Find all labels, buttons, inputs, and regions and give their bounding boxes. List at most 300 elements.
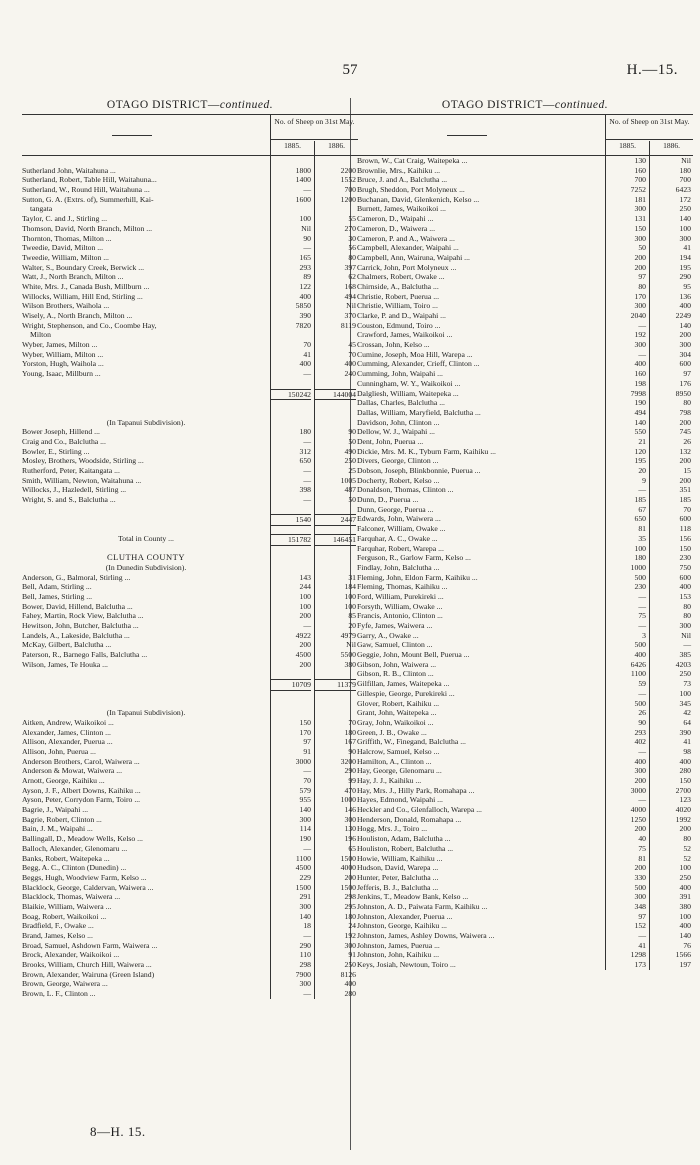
- sheep-1886: 490: [344, 446, 356, 456]
- sheep-1886: 400: [679, 882, 691, 892]
- owner-name: Christie, Robert, Puerua ...: [357, 291, 439, 301]
- sheep-1886: 180: [344, 911, 356, 921]
- sheep-1885: 400: [634, 756, 646, 766]
- sheep-1885: 21: [638, 436, 646, 446]
- table-row: [357, 757, 693, 767]
- sheep-1886: 4020: [675, 805, 691, 815]
- owner-name: Hewitson, John, Butcher, Balclutha ...: [22, 621, 139, 630]
- right-table-body: [357, 156, 693, 970]
- sheep-1885: 650: [299, 456, 311, 466]
- spacer: [22, 379, 358, 389]
- sheep-1885: 579: [299, 785, 311, 795]
- table-row: [22, 166, 358, 176]
- table-row: [22, 573, 358, 583]
- sheep-1886: 196: [344, 834, 356, 844]
- table-row: [357, 844, 693, 854]
- sheep-1886: 391: [679, 892, 691, 902]
- sheep-1886: 90: [348, 427, 356, 437]
- sheep-1886: 2700: [675, 785, 691, 795]
- sheep-1885: 41: [638, 940, 646, 950]
- owner-name: Dent, John, Puerua ...: [357, 436, 424, 446]
- table-row: [357, 728, 693, 738]
- table-row: [22, 301, 358, 311]
- sheep-1886: 600: [679, 359, 691, 369]
- sheep-1885: 7820: [295, 320, 311, 330]
- left-header-name-cell: [22, 115, 271, 155]
- sheep-1886: 80: [683, 834, 691, 844]
- owner-name: White, Mrs. J., Canada Bush, Millburn ...: [22, 281, 150, 291]
- table-row: [357, 960, 693, 970]
- sheep-1886: 118: [679, 524, 691, 534]
- sheep-1885: 75: [638, 843, 646, 853]
- sheep-1885: —: [303, 766, 311, 776]
- owner-name: Ford, William, Purekireki ...: [357, 591, 444, 601]
- table-row: [22, 359, 358, 369]
- sheep-1886: 240: [344, 369, 356, 379]
- table-row: [357, 892, 693, 902]
- owner-name: Brownlie, Mrs., Kaihiku ...: [357, 165, 441, 175]
- owner-name: Ballingall, D., Meadow Wells, Kelso ...: [22, 834, 143, 844]
- sheep-1886: 25: [348, 466, 356, 475]
- sheep-1886: 487: [344, 485, 356, 495]
- sheep-1886: Nil: [346, 640, 356, 650]
- sheep-1886: 130: [344, 824, 356, 834]
- sheep-1886: 146451: [314, 534, 356, 546]
- table-row: [22, 611, 358, 621]
- sheep-1885: 91: [303, 746, 311, 756]
- sheep-1885: 2040: [630, 311, 646, 320]
- table-row: [22, 195, 358, 205]
- owner-name: Wyber, William, Milton ...: [22, 349, 104, 359]
- table-row: [22, 660, 358, 670]
- owner-name: Fleming, John, Eldon Farm, Kaihiku ...: [357, 572, 478, 582]
- sheep-1885: 50: [638, 243, 646, 253]
- owner-name: Dickie, Mrs. M. K., Tyburn Farm, Kaihiku ...: [357, 446, 496, 456]
- table-row: [22, 234, 358, 244]
- sheep-1886: 290: [679, 272, 691, 282]
- table-row: [357, 602, 693, 612]
- sheep-1886: 600: [679, 572, 691, 582]
- total-row: [22, 534, 358, 544]
- sheep-1885: 1100: [295, 853, 311, 863]
- owner-name: Brooks, William, Church Hill, Waiwera ...: [22, 960, 152, 970]
- sheep-1885: 312: [299, 446, 311, 456]
- owner-name: Ferguson, R., Garlow Farm, Kelso ...: [357, 553, 471, 563]
- table-row: [22, 204, 358, 214]
- owner-name: Garry, A., Owake ...: [357, 630, 419, 640]
- table-row: [357, 553, 693, 563]
- sheep-1885: 198: [634, 378, 646, 388]
- sheep-1885: 9: [642, 475, 646, 485]
- owner-name: Dallas, Charles, Balclutha ...: [357, 398, 445, 408]
- sheep-1885: 143: [299, 572, 311, 582]
- owner-name: Thomson, David, North Branch, Milton ...: [22, 223, 153, 233]
- sheep-1885: 26: [638, 708, 646, 718]
- sheep-1886: 52: [683, 853, 691, 863]
- table-row: [357, 737, 693, 747]
- owner-name: Divers, George, Clinton ...: [357, 456, 439, 466]
- table-row: [357, 282, 693, 292]
- sheep-1885: 500: [634, 572, 646, 582]
- sheep-1886: 172: [679, 194, 691, 204]
- sheep-1886: 56: [348, 243, 356, 253]
- owner-name: Geggie, John, Mount Bell, Puerua ...: [357, 650, 470, 660]
- sheep-1885: 90: [303, 233, 311, 243]
- sheep-1885: —: [638, 746, 646, 756]
- owner-name: Chalmers, Robert, Owake ...: [357, 272, 445, 282]
- owner-name: Landels, A., Lakeside, Balclutha ...: [22, 630, 130, 640]
- table-row: [22, 640, 358, 650]
- sheep-1885: 190: [634, 398, 646, 408]
- table-row: [22, 815, 358, 825]
- owner-name: Sutherland, W., Round Hill, Waitahuna ...: [22, 185, 150, 195]
- owner-name: Burnett, James, Waikoikoi ...: [357, 204, 446, 214]
- spacer: [22, 689, 358, 699]
- table-row: [357, 718, 693, 728]
- table-row: [357, 873, 693, 883]
- table-row: [357, 679, 693, 689]
- owner-name: Bower Joseph, Hillend ...: [22, 427, 100, 437]
- sheep-1886: 400: [679, 921, 691, 931]
- sheep-1885: —: [638, 621, 646, 630]
- left-table-body: [22, 156, 358, 999]
- owner-name: Milton: [30, 330, 51, 340]
- sheep-1885: 200: [634, 863, 646, 873]
- table-row: [357, 330, 693, 340]
- sheep-1886: 123: [679, 795, 691, 805]
- right-title-text: OTAGO DISTRICT—: [441, 99, 555, 111]
- sheep-1886: 290: [344, 766, 356, 776]
- owner-name: Bradfield, F., Owake ...: [22, 921, 94, 931]
- owner-name: Willocks, J., Hazledell, Stirling ...: [22, 485, 127, 495]
- owner-name: Paterson, R., Barnego Falls, Balclutha ...: [22, 650, 148, 660]
- table-row: [22, 650, 358, 660]
- owner-name: Johnston, James, Puerua ...: [357, 940, 440, 950]
- sheep-1885: 122: [299, 281, 311, 291]
- table-row: [22, 185, 358, 195]
- sheep-1885: —: [303, 621, 311, 630]
- owner-name: Gibson, John, Waiwera ...: [357, 659, 437, 669]
- subdivision-heading: [22, 563, 358, 573]
- sheep-1886: 400: [344, 359, 356, 369]
- left-district-title: [22, 96, 358, 114]
- table-row: [357, 456, 693, 466]
- sheep-1886: 100: [344, 591, 356, 601]
- table-row: [357, 350, 693, 360]
- total-row: [22, 679, 358, 689]
- sheep-1885: 6426: [630, 659, 646, 669]
- sheep-1886: 250: [344, 456, 356, 466]
- sheep-1885: 1500: [295, 882, 311, 892]
- sheep-1886: 8119: [340, 320, 356, 330]
- table-row: [22, 292, 358, 302]
- sheep-1885: 70: [303, 340, 311, 350]
- sheep-1886: 62: [348, 272, 356, 282]
- sheep-1885: 80: [638, 281, 646, 291]
- sheep-1885: 192: [634, 330, 646, 340]
- sheep-1886: 70: [348, 349, 356, 359]
- sheep-1885: —: [638, 485, 646, 495]
- owner-name: Hay, Mrs. J., Hilly Park, Romahapa ...: [357, 785, 475, 795]
- owner-name: Smith, William, Newton, Waitahuna ...: [22, 475, 142, 485]
- sheep-1886: 798: [679, 407, 691, 417]
- table-row: [22, 892, 358, 902]
- owner-name: Banks, Robert, Waitepeka ...: [22, 853, 110, 863]
- table-row: [357, 650, 693, 660]
- sheep-1885: 955: [299, 795, 311, 805]
- table-row: [22, 224, 358, 234]
- table-row: [22, 321, 358, 331]
- owner-name: Campbell, Ann, Wairuna, Waipahi ...: [357, 252, 470, 262]
- table-row: [22, 931, 358, 941]
- sheep-1885: 140: [299, 911, 311, 921]
- sheep-1885: 90: [638, 717, 646, 727]
- sheep-1886: 390: [679, 727, 691, 737]
- sheep-1886: 140: [679, 320, 691, 330]
- sheep-1886: 156: [679, 533, 691, 543]
- owner-name: Dalgliesh, William, Waitepeka ...: [357, 388, 459, 398]
- table-row: [357, 883, 693, 893]
- owner-name: Gaw, Samuel, Clinton ...: [357, 640, 433, 650]
- table-row: [357, 185, 693, 195]
- sheep-1885: 402: [634, 737, 646, 747]
- owner-name: Glover, Robert, Kaihiku ...: [357, 698, 440, 708]
- table-row: [357, 640, 693, 650]
- owner-name: Dobson, Joseph, Blinkbonnie, Puerua ...: [357, 466, 481, 475]
- sheep-1886: 64: [683, 717, 691, 727]
- left-title-continued: continued.: [219, 99, 274, 111]
- sheep-1886: 1005: [340, 475, 356, 485]
- sheep-1886: 95: [683, 281, 691, 291]
- sheep-1886: 153: [679, 591, 691, 601]
- table-row: [357, 660, 693, 670]
- sheep-1885: 150: [299, 717, 311, 727]
- sheep-1886: 31: [348, 572, 356, 582]
- sheep-1886: 400: [679, 301, 691, 311]
- table-row: [22, 873, 358, 883]
- owner-name: Cameron, D., Waipahi ...: [357, 214, 434, 224]
- sheep-1886: 180: [344, 727, 356, 737]
- table-row: [357, 805, 693, 815]
- owner-name: Donaldson, Thomas, Clinton ...: [357, 485, 454, 495]
- sheep-1886: 250: [344, 960, 356, 970]
- sheep-1886: Nil: [681, 156, 691, 165]
- sheep-1885: 398: [299, 485, 311, 495]
- sheep-1886: 4203: [675, 659, 691, 669]
- sheep-1885: 300: [634, 204, 646, 214]
- sheep-1886: 132: [679, 446, 691, 456]
- owner-name: Blaikie, William, Waiwera ...: [22, 901, 112, 911]
- sheep-1886: 167: [344, 737, 356, 747]
- owner-name: Forsyth, William, Owake ...: [357, 601, 443, 611]
- sheep-1886: 298: [344, 892, 356, 902]
- sheep-1885: 110: [299, 950, 311, 960]
- table-row: [22, 495, 358, 505]
- owner-name: Falconer, William, Owake ...: [357, 524, 446, 534]
- sheep-1886: 76: [683, 940, 691, 950]
- table-row: [357, 941, 693, 951]
- sheep-1885: 200: [299, 640, 311, 650]
- sheep-1886: 400: [679, 756, 691, 766]
- owner-name: Bagrie, J., Waipahi ...: [22, 805, 89, 815]
- right-district-title: [357, 96, 693, 114]
- sheep-1885: 160: [634, 165, 646, 175]
- sheep-1885: —: [303, 243, 311, 253]
- sheep-1886: 50: [348, 436, 356, 446]
- table-row: [22, 456, 358, 466]
- sheep-1885: 494: [634, 407, 646, 417]
- sheep-1885: 97: [638, 272, 646, 282]
- sheep-1885: 165: [299, 252, 311, 262]
- sheep-1886: 230: [679, 553, 691, 563]
- sheep-1886: 100: [679, 688, 691, 698]
- table-row: [357, 292, 693, 302]
- owner-name: Yorston, Hugh, Waihola ...: [22, 359, 104, 369]
- owner-name: Willocks, William, Hill End, Stirling ...: [22, 291, 143, 301]
- sheep-1886: 3200: [340, 756, 356, 766]
- table-row: [357, 631, 693, 641]
- sheep-1886: 70: [348, 717, 356, 727]
- sheep-1886: —: [683, 640, 691, 650]
- sheep-1886: 41: [683, 243, 691, 253]
- sheep-1886: 168: [344, 281, 356, 291]
- sheep-1886: 150: [679, 776, 691, 785]
- sheep-1885: 18: [303, 921, 311, 931]
- sheep-1886: 380: [344, 659, 356, 669]
- right-header-year-1886: 1886.: [663, 141, 680, 150]
- page-footer: 8—H. 15.: [90, 1124, 146, 1139]
- sheep-1885: 300: [299, 979, 311, 989]
- sheep-1885: 67: [638, 504, 646, 514]
- sheep-1886: 370: [344, 311, 356, 320]
- sheep-1886: 1992: [675, 814, 691, 824]
- sheep-1886: 750: [679, 562, 691, 572]
- owner-name: Buchanan, David, Glenkenich, Kelso ...: [357, 194, 480, 204]
- subdivision-heading: [22, 708, 358, 718]
- table-row: [357, 834, 693, 844]
- sheep-1885: 5850: [295, 301, 311, 311]
- owner-name: Ayson, J. F., Albert Downs, Kaihiku ...: [22, 785, 141, 795]
- table-row: [22, 437, 358, 447]
- sheep-1886: 194: [679, 252, 691, 262]
- subdivision-heading: [22, 418, 358, 428]
- table-row: [22, 757, 358, 767]
- sheep-1885: 200: [634, 252, 646, 262]
- table-row: [357, 689, 693, 699]
- table-row: [22, 621, 358, 631]
- sheep-1886: 300: [344, 940, 356, 950]
- table-row: [357, 301, 693, 311]
- table-row: [357, 524, 693, 534]
- page-number: 57: [342, 62, 358, 78]
- sheep-1886: 300: [344, 814, 356, 824]
- table-row: [22, 902, 358, 912]
- owner-name: Brock, Alexander, Waikoikoi ...: [22, 950, 120, 960]
- sheep-1885: 1100: [630, 669, 646, 679]
- sheep-1885: 40: [638, 834, 646, 844]
- table-row: [22, 447, 358, 457]
- table-row: [357, 699, 693, 709]
- owner-name: tangata: [30, 204, 53, 214]
- sheep-1886: 195: [679, 262, 691, 272]
- owner-name: Chirnside, A., Balclutha ...: [357, 281, 439, 291]
- owner-name: Walter, S., Boundary Creek, Berwick ...: [22, 262, 145, 272]
- sheep-1886: 400: [344, 979, 356, 989]
- spacer: [22, 408, 358, 418]
- owner-name: Boag, Robert, Waikoikoi ...: [22, 911, 107, 921]
- sheep-1885: 229: [299, 872, 311, 882]
- sheep-1886: 250: [679, 204, 691, 214]
- sheep-1885: 200: [634, 262, 646, 272]
- sheep-1886: 73: [683, 679, 691, 689]
- owner-name: Farquhar, Robert, Warepa ...: [357, 543, 444, 553]
- table-row: [22, 350, 358, 360]
- owner-name: Johnston, George, Kaihiku ...: [357, 921, 447, 931]
- left-header-year-1885: 1885.: [271, 141, 315, 155]
- table-row: [22, 253, 358, 263]
- sheep-1886: 100: [679, 863, 691, 873]
- spacer: [22, 524, 358, 534]
- column-rule: [605, 156, 606, 970]
- table-row: [357, 204, 693, 214]
- table-row: [357, 379, 693, 389]
- total-row: [22, 389, 358, 399]
- sheep-1885: 131: [634, 214, 646, 224]
- owner-name: Alexander, James, Clinton ...: [22, 727, 111, 737]
- table-row: [22, 631, 358, 641]
- right-header-sheep: No. of Sheep on 31st May.: [609, 117, 690, 126]
- sheep-1886: 351: [679, 485, 691, 495]
- owner-name: Bain, J. M., Waipahi ...: [22, 824, 93, 834]
- table-row: [357, 621, 693, 631]
- sheep-1885: 35: [638, 533, 646, 543]
- owner-name: Halcrow, Samuel, Kelso ...: [357, 746, 440, 756]
- sheep-1886: 91: [348, 950, 356, 960]
- owner-name: Fleming, Thomas, Kaihiku ...: [357, 582, 448, 592]
- column-rule: [314, 156, 315, 999]
- owner-name: Hudson, David, Warepa ...: [357, 863, 439, 873]
- sheep-1885: —: [303, 495, 311, 505]
- sheep-1886: 280: [679, 766, 691, 776]
- sheep-1886: 136: [679, 291, 691, 301]
- owner-name: Anderson Brothers, Carol, Waiwera ...: [22, 756, 140, 766]
- table-row: [357, 166, 693, 176]
- sheep-1885: 4922: [295, 630, 311, 640]
- sheep-1885: —: [303, 989, 311, 999]
- sheep-1886: 8950: [675, 388, 691, 398]
- owner-name: Christie, William, Toiro ...: [357, 301, 438, 311]
- sheep-1885: 185: [634, 495, 646, 505]
- owner-name: Gillespie, George, Purekireki ...: [357, 688, 455, 698]
- sheep-1886: 90: [348, 746, 356, 756]
- owner-name: Taylor, C. and J., Stirling ...: [22, 214, 107, 224]
- owner-name: Begg, A. C., Clinton (Dunedin) ...: [22, 863, 127, 873]
- sheep-1886: Nil: [681, 630, 691, 640]
- table-row: [22, 776, 358, 786]
- table-row: [357, 669, 693, 679]
- sheep-1885: 650: [634, 514, 646, 524]
- sheep-1885: 400: [634, 359, 646, 369]
- table-row: [357, 427, 693, 437]
- sheep-1885: 160: [634, 369, 646, 379]
- owner-name: Brown, Alexander, Wairuna (Green Island): [22, 969, 155, 979]
- left-title-text: OTAGO DISTRICT—: [106, 99, 220, 111]
- sheep-1885: —: [638, 601, 646, 611]
- sheep-1886: 200: [679, 330, 691, 340]
- table-row: [357, 195, 693, 205]
- table-row: [357, 495, 693, 505]
- left-header-year-1886: 1886.: [328, 141, 345, 150]
